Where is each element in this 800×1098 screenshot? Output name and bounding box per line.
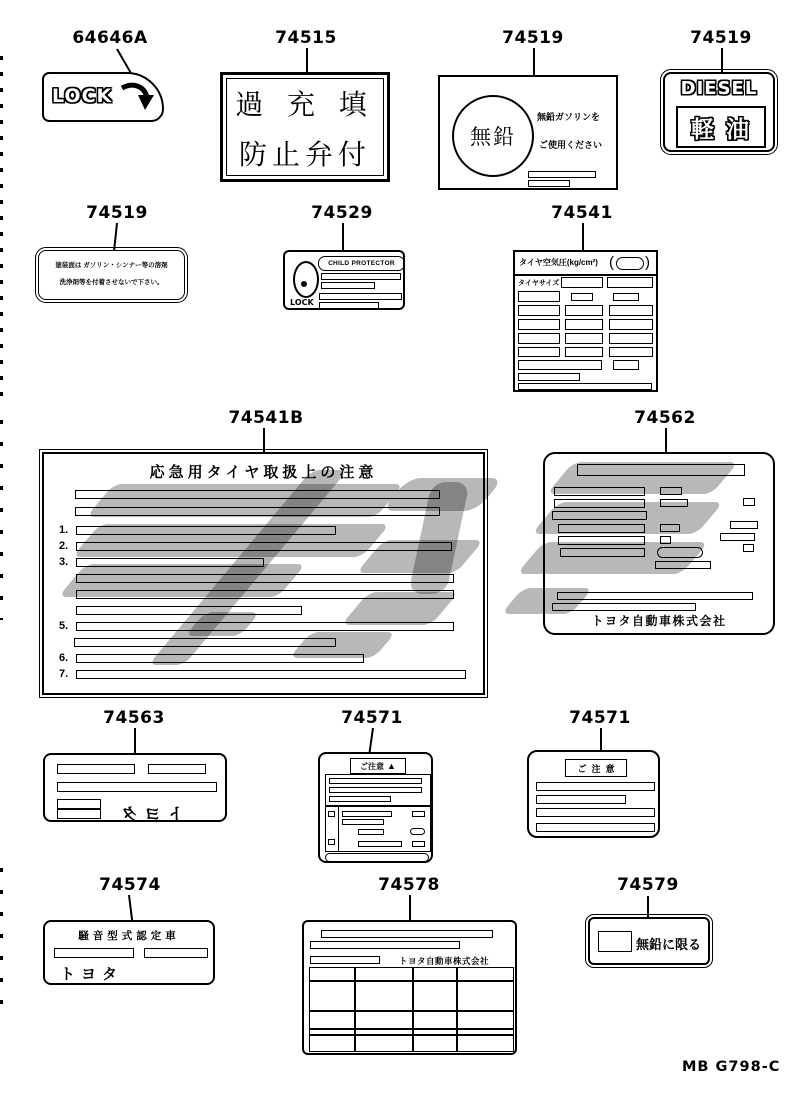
unleaded-only-text: 無鉛に限る — [636, 937, 702, 952]
redacted-text-bar — [76, 542, 452, 551]
unleaded-line2: ご使用ください — [539, 140, 603, 150]
item-number: 6. — [59, 652, 69, 664]
part-number-74563: 74563 — [103, 708, 165, 728]
part-number-74579: 74579 — [617, 875, 679, 895]
blank-value-box — [518, 333, 560, 344]
blank-value-box — [660, 487, 682, 495]
caution-a-section1 — [325, 774, 431, 806]
part-number-74562: 74562 — [634, 408, 696, 428]
part-number-74571: 74571 — [569, 708, 631, 728]
redacted-text-bar — [329, 778, 422, 784]
redacted-text-bar — [518, 383, 652, 390]
leader-line — [533, 48, 535, 76]
redacted-text-bar — [342, 811, 392, 817]
page-code: MB G798-C — [682, 1059, 781, 1075]
redacted-text-bar — [76, 558, 264, 567]
redacted-text-bar — [310, 941, 460, 949]
diesel-fuel-text: 軽油 — [691, 115, 761, 142]
blank-value-box — [518, 291, 560, 302]
leader-line — [134, 728, 136, 754]
part-number-74571: 74571 — [341, 708, 403, 728]
child-protector-lock-text: LOCK — [290, 298, 314, 307]
diesel-fuel-box — [676, 106, 766, 148]
noise-cert-label — [43, 920, 215, 985]
tire-size-label: タイヤサイズ — [518, 280, 560, 287]
part-number-74578: 74578 — [378, 875, 440, 895]
blank-value-box — [657, 547, 703, 558]
noise-cert-title: 騒音型式認定車 — [78, 930, 180, 942]
redacted-text-bar — [75, 490, 440, 499]
blank-value-box — [730, 521, 758, 529]
part-number-74519: 74519 — [690, 28, 752, 48]
redacted-text-bar — [144, 948, 208, 958]
paren: ( — [609, 254, 614, 271]
redacted-text-bar — [76, 526, 336, 535]
blank-value-box — [609, 305, 653, 316]
leader-line — [600, 728, 602, 751]
leader-line — [409, 895, 411, 921]
child-protector-title-box — [318, 256, 405, 271]
scan-edge-marks — [0, 868, 3, 1018]
leader-line — [306, 48, 308, 73]
overfill-label — [220, 72, 390, 182]
part-number-74529: 74529 — [311, 203, 373, 223]
redacted-text-bar — [558, 524, 645, 533]
solvent-label — [38, 250, 185, 300]
blank-value-box — [607, 277, 653, 288]
blank-value-box — [561, 277, 603, 288]
redacted-text-bar — [310, 956, 380, 964]
redacted-text-bar — [76, 590, 454, 599]
overfill-line1: 過 充 填 — [235, 89, 375, 120]
grid-line — [310, 1028, 513, 1030]
blank-value-box — [720, 533, 755, 541]
paren: ) — [645, 254, 650, 271]
blank-value-box — [328, 811, 335, 817]
blank-value-box — [412, 811, 425, 817]
redacted-text-bar — [76, 574, 454, 583]
item-number: 3. — [59, 556, 69, 568]
item-number: 1. — [59, 524, 69, 536]
caution-a-header-box — [350, 758, 406, 774]
blank-value-box — [598, 931, 632, 952]
redacted-text-bar — [557, 592, 753, 600]
redacted-text-bar — [552, 603, 696, 611]
blank-value-box — [571, 293, 593, 301]
toyota-small-label — [43, 753, 227, 822]
leader-line — [116, 49, 131, 73]
tire-pressure-label — [513, 250, 658, 392]
solvent-line2: 洗浄剤等を付着させないで下さい。 — [59, 279, 164, 286]
item-number: 7. — [59, 668, 69, 680]
redacted-text-bar — [536, 823, 655, 832]
redacted-text-bar — [54, 948, 134, 958]
redacted-text-bar — [76, 606, 302, 615]
redacted-text-bar — [76, 622, 454, 631]
noise-cert-brand: トヨタ — [60, 966, 124, 983]
blank-value-box — [743, 498, 755, 506]
redacted-text-bar — [76, 670, 466, 679]
unleaded-circle-text: 無鉛 — [470, 126, 516, 149]
blank-value-box — [412, 841, 425, 847]
redacted-text-bar — [342, 819, 384, 825]
caution-a-header: ご注意 — [360, 761, 385, 771]
blank-value-box — [609, 347, 653, 357]
leader-line — [128, 895, 133, 921]
leader-line — [721, 48, 723, 73]
grid-line — [310, 980, 513, 982]
redacted-text-bar — [554, 499, 645, 508]
blank-value-box — [410, 828, 425, 835]
leader-line — [113, 223, 118, 251]
blank-value-box — [613, 360, 639, 370]
blank-value-box — [518, 305, 560, 316]
redacted-text-bar — [528, 180, 570, 187]
unleaded-label — [438, 75, 618, 190]
child-protector-title: CHILD PROTECTOR — [328, 260, 395, 267]
redacted-text-bar — [329, 787, 422, 793]
redacted-text-bar — [321, 930, 493, 938]
leader-line — [342, 223, 344, 251]
redacted-text-bar — [518, 373, 580, 381]
redacted-text-bar — [57, 764, 135, 774]
divider — [338, 807, 339, 851]
redacted-text-bar — [148, 764, 206, 774]
certification-company: トヨタ自動車株式会社 — [591, 614, 727, 628]
unleaded-only-label — [588, 917, 710, 965]
redacted-text-bar — [358, 829, 384, 835]
blank-value-box — [565, 333, 603, 344]
redacted-text-bar — [325, 853, 429, 862]
blank-value-box — [613, 293, 639, 301]
redacted-text-bar — [75, 507, 440, 516]
blank-value-box — [328, 839, 335, 845]
blank-value-box — [616, 257, 644, 270]
redacted-text-bar — [552, 511, 647, 520]
blank-value-box — [660, 499, 688, 507]
overfill-line2: 防止弁付 — [238, 139, 371, 170]
blank-value-box — [660, 536, 671, 544]
redacted-text-bar — [536, 782, 655, 791]
solvent-line1: 塗装面は ガソリン・シンナー等の溶剤 — [55, 262, 168, 269]
diesel-title: DIESEL — [680, 78, 758, 99]
leader-line — [665, 428, 667, 453]
toyota-brand-text: トヨタ — [115, 805, 184, 824]
redacted-text-bar — [329, 796, 391, 802]
redacted-text-bar — [358, 841, 402, 847]
grid-line — [310, 1034, 513, 1036]
redacted-text-bar — [76, 654, 364, 663]
spec-table-grid — [309, 967, 514, 1052]
caution-b-header: ご注意 — [577, 763, 620, 774]
blank-value-box — [609, 319, 653, 330]
blank-value-box — [565, 347, 603, 357]
leader-line — [647, 896, 649, 918]
redacted-text-bar — [558, 536, 645, 545]
grid-line — [310, 1010, 513, 1012]
caution-label-a — [318, 752, 433, 863]
redacted-text-bar — [321, 282, 375, 289]
item-number: 5. — [59, 620, 69, 632]
leader-line — [263, 428, 265, 453]
tire-pressure-title: タイヤ空気圧(kg/cm²) — [519, 258, 598, 267]
spec-table-label — [302, 920, 517, 1055]
blank-value-box — [565, 305, 603, 316]
redacted-text-bar — [319, 293, 402, 300]
lock-knob-dot — [301, 281, 307, 287]
blank-value-box — [660, 524, 680, 532]
child-protector-label — [283, 250, 405, 310]
blank-value-box — [655, 561, 711, 569]
divider — [58, 808, 100, 810]
emergency-tire-label — [42, 452, 485, 695]
redacted-text-bar — [536, 808, 655, 817]
blank-value-box — [518, 319, 560, 330]
leader-line — [369, 728, 374, 753]
caution-label-b — [527, 750, 660, 838]
lock-label-text: LOCK — [52, 85, 113, 107]
part-number-64646A: 64646A — [72, 28, 148, 48]
redacted-text-bar — [577, 464, 745, 476]
redacted-text-bar — [554, 487, 645, 496]
emergency-tire-title: 応急用タイヤ取扱上の注意 — [149, 464, 378, 481]
scan-edge-marks — [0, 56, 3, 406]
blank-value-box — [518, 360, 602, 370]
leader-line — [582, 223, 584, 251]
redacted-text-bar — [57, 782, 217, 792]
part-number-74574: 74574 — [99, 875, 161, 895]
blank-value-box — [518, 347, 560, 357]
blank-value-box — [609, 333, 653, 344]
redacted-text-bar — [74, 638, 336, 647]
scan-edge-marks — [0, 420, 3, 620]
redacted-text-bar — [321, 273, 401, 280]
caution-a-section2 — [325, 806, 431, 852]
part-number-74519: 74519 — [502, 28, 564, 48]
item-number: 2. — [59, 540, 69, 552]
lock-knob-shape — [293, 261, 319, 298]
redacted-text-bar — [528, 171, 596, 178]
redacted-text-bar — [319, 302, 379, 309]
part-number-74541: 74541 — [551, 203, 613, 223]
part-number-74519: 74519 — [86, 203, 148, 223]
lock-label — [42, 72, 164, 122]
blank-value-box — [57, 799, 101, 819]
redacted-text-bar — [560, 548, 645, 557]
certification-label — [543, 452, 775, 635]
part-number-74515: 74515 — [275, 28, 337, 48]
blank-value-box — [565, 319, 603, 330]
blank-value-box — [743, 544, 754, 552]
spec-table-company: トヨタ自動車株式会社 — [399, 956, 490, 966]
warning-triangle-icon: ▲ — [387, 760, 396, 771]
unleaded-circle — [452, 95, 534, 177]
unleaded-line1: 無鉛ガソリンを — [537, 112, 601, 122]
divider — [515, 274, 656, 276]
part-number-74541B: 74541B — [228, 408, 304, 428]
redacted-text-bar — [536, 795, 626, 804]
curved-arrow-icon — [118, 80, 156, 114]
caution-b-header-box — [565, 759, 627, 777]
diesel-label — [663, 72, 775, 152]
